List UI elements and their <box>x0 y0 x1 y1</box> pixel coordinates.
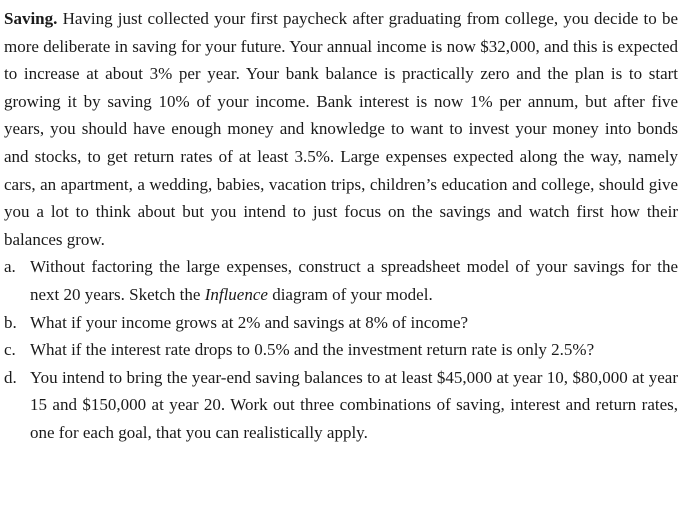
question-c <box>4 336 678 364</box>
question-b <box>4 309 678 337</box>
problem-heading: Saving. <box>4 9 58 28</box>
question-letter: d. <box>4 367 17 387</box>
problem-paragraph <box>4 5 678 253</box>
question-letter: c. <box>4 340 16 360</box>
question-a <box>4 253 678 308</box>
problem-body: Having just collected your first paycheck after graduating from college, you decide to be more deliberate in saving for your future. Your annual income is now $32,000, and this is expected to increase at about 3% per year. Your bank balance is practically zero and the plan is to start growing it by saving 10% of your income. Bank interest is now 1% per annum, but after five years, you should have enough money and knowledge to want to invest your money into bonds and stocks, to get return rates of at least 3.5%. Large expenses expected along the way, namely cars, an apartment, a wedding, babies, vacation trips, children’s education and college, should give you a lot to think about but you intend to just focus on the savings and watch first how their balances grow. <box>4 9 678 249</box>
question-list <box>4 253 678 446</box>
question-letter: a. <box>4 257 16 277</box>
question-text: What if your income grows at 2% and savings at 8% of income? <box>30 312 469 332</box>
influence-term: Influence <box>204 284 268 304</box>
question-d <box>4 364 678 447</box>
question-text-part: diagram of your model. <box>267 284 433 304</box>
question-text: You intend to bring the year-end saving balances to at least $45,000 at year 10, $80,000 at year 15 and $150,000 at year 20. Work out three combinations of saving, interest and return rates, one for each goal, that you can realistically apply. <box>30 367 678 442</box>
question-text: What if the interest rate drops to 0.5% and the investment return rate is only 2.5%? <box>30 340 595 360</box>
question-letter: b. <box>4 312 17 332</box>
question-text-part: Without factoring the large expenses, construct a spreadsheet model of your savings for the next 20 years. Sketch the <box>30 257 678 304</box>
question-text <box>30 253 678 308</box>
